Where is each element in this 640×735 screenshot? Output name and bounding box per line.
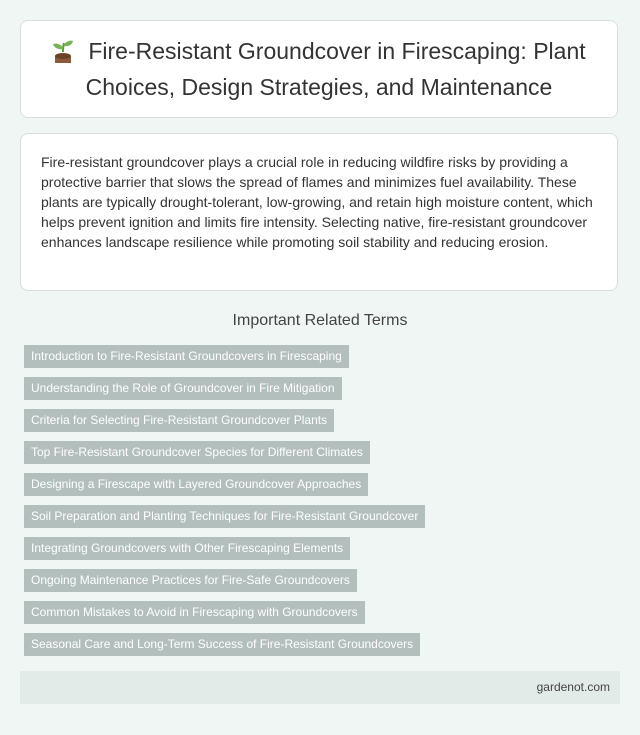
related-term-link[interactable]: Seasonal Care and Long-Term Success of Fire-Resistant Groundcovers [24,633,420,656]
related-term-link[interactable]: Understanding the Role of Groundcover in Fire Mitigation [24,377,342,400]
related-term-link[interactable]: Common Mistakes to Avoid in Firescaping with Groundcovers [24,601,365,624]
related-term-link[interactable]: Top Fire-Resistant Groundcover Species for Different Climates [24,441,370,464]
related-terms-list [24,345,624,665]
summary-card [20,133,618,291]
related-term-link[interactable]: Designing a Firescape with Layered Groundcover Approaches [24,473,368,496]
footer-site-link[interactable]: gardenot.com [536,680,610,694]
related-term-link[interactable]: Soil Preparation and Planting Techniques for Fire-Resistant Groundcover [24,505,425,528]
page-title [39,35,599,103]
related-term-link[interactable]: Introduction to Fire-Resistant Groundcovers in Firescaping [24,345,349,368]
page-title-text: Fire-Resistant Groundcover in Firescaping: Plant Choices, Design Strategies, and Maintenance [85,38,586,100]
sprout-icon [52,39,74,71]
title-card [20,20,618,118]
summary-text: Fire-resistant groundcover plays a crucial role in reducing wildfire risks by providing a protective barrier that slows the spread of flames and minimizes fuel availability. These plants are typically drought-tolerant, low-growing, and retain high moisture content, which helps prevent ignition and limits fire intensity. Selecting native, fire-resistant groundcover enhances landscape resilience while promoting soil stability and reducing erosion. [41,154,593,250]
footer [20,671,620,704]
related-term-link[interactable]: Criteria for Selecting Fire-Resistant Groundcover Plants [24,409,334,432]
related-term-link[interactable]: Integrating Groundcovers with Other Firescaping Elements [24,537,350,560]
related-term-link[interactable]: Ongoing Maintenance Practices for Fire-Safe Groundcovers [24,569,357,592]
related-terms-heading: Important Related Terms [232,312,408,329]
